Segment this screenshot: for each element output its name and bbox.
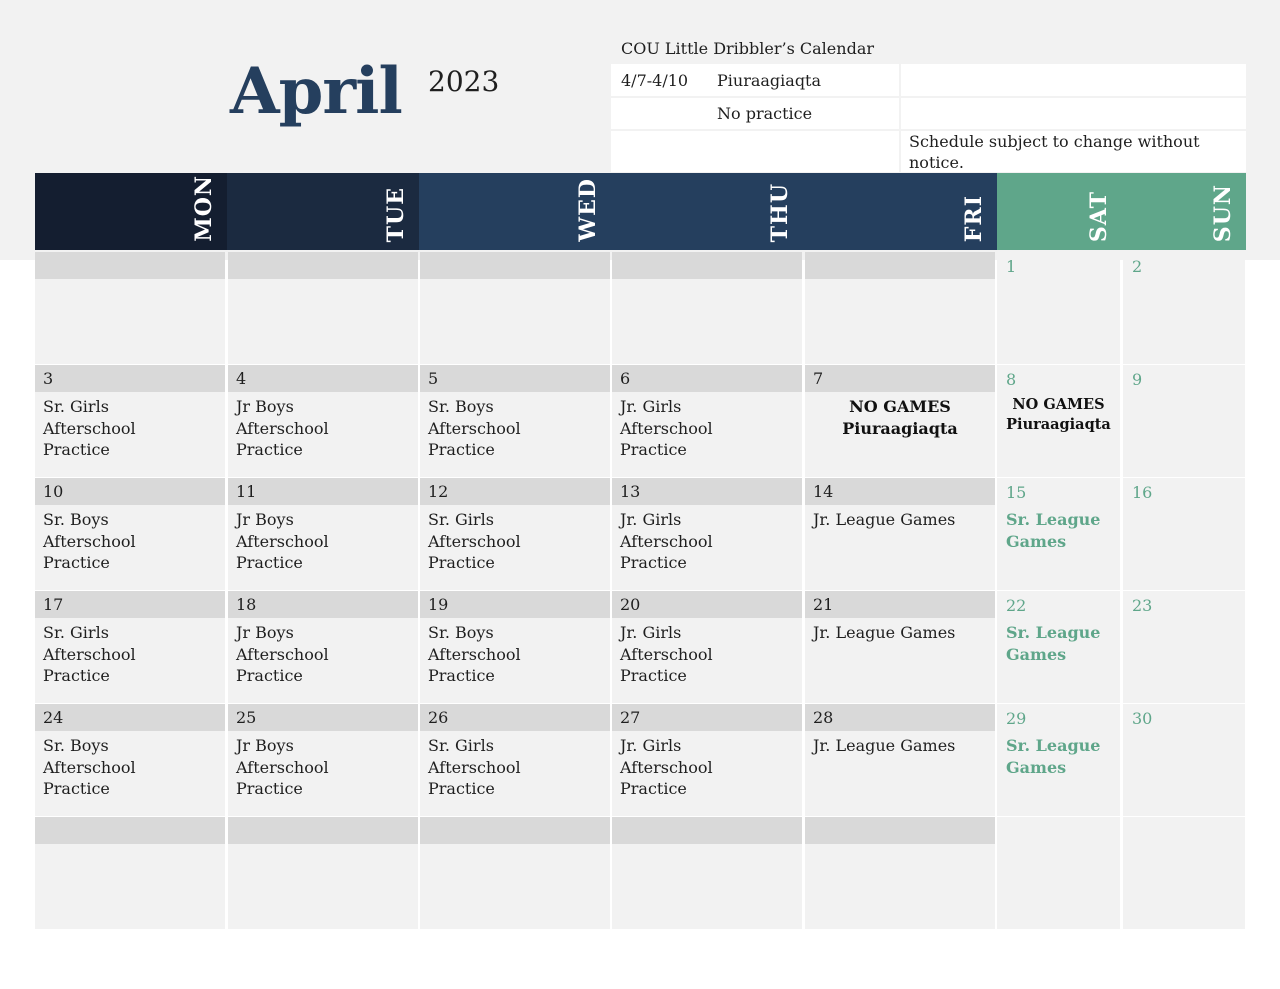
weekend-cell[interactable] (997, 365, 1120, 477)
event-line: Sr. League (1006, 736, 1101, 755)
event-line: Piuraagiaqta (842, 418, 958, 438)
day-number: 6 (620, 369, 631, 388)
day-number: 28 (813, 708, 834, 727)
event-line: Afterschool (428, 644, 521, 664)
day-number: 19 (428, 595, 449, 614)
day-number-bar (420, 478, 610, 505)
schedule-notice: Schedule subject to change without notice. (909, 132, 1200, 172)
weekend-cell[interactable] (1123, 365, 1245, 477)
day-cell[interactable] (228, 365, 418, 477)
weekday-label: WED (575, 178, 601, 242)
day-number: 13 (620, 482, 641, 501)
event-line: Afterschool (236, 418, 329, 438)
day-event (813, 509, 989, 531)
info-cell (901, 98, 1246, 129)
event-line: Practice (236, 779, 303, 798)
week-row (35, 591, 1246, 703)
day-cell[interactable] (805, 365, 995, 477)
day-number-bar (228, 365, 418, 392)
event-line: Sr. Boys (43, 736, 109, 755)
day-number-bar (805, 704, 995, 731)
event-line: Sr. League (1006, 623, 1101, 642)
weekend-cell[interactable] (1123, 704, 1245, 816)
day-number-bar (35, 478, 225, 505)
weekday-header (35, 173, 1246, 250)
day-cell[interactable] (612, 252, 802, 364)
day-number: 3 (43, 369, 54, 388)
day-event (1006, 509, 1116, 552)
event-line: Practice (428, 666, 495, 685)
weekday-thu (611, 173, 803, 250)
day-event (43, 622, 219, 687)
day-cell[interactable] (228, 817, 418, 929)
day-number: 8 (1006, 370, 1017, 389)
day-event (997, 395, 1120, 435)
event-line: Practice (236, 553, 303, 572)
weekday-label: FRI (961, 194, 987, 242)
day-number-bar (612, 365, 802, 392)
event-line: Jr. League Games (813, 510, 956, 529)
day-cell[interactable] (805, 591, 995, 703)
event-line: Practice (620, 666, 687, 685)
event-line: Afterschool (236, 757, 329, 777)
day-cell[interactable] (420, 591, 610, 703)
day-number: 18 (236, 595, 257, 614)
day-event (620, 509, 796, 574)
day-number-bar (35, 591, 225, 618)
event-name: Piuraagiaqta (717, 71, 822, 90)
weekday-sat (997, 173, 1122, 250)
event-line: Practice (428, 779, 495, 798)
weekday-label: TUE (383, 186, 409, 242)
weekend-cell[interactable] (1123, 478, 1245, 590)
info-cell (901, 131, 1246, 172)
calendar-title: COU Little Dribbler’s Calendar (621, 39, 874, 58)
event-line: Afterschool (620, 418, 713, 438)
event-line: Afterschool (428, 531, 521, 551)
day-cell[interactable] (612, 478, 802, 590)
day-number: 7 (813, 369, 824, 388)
event-line: Jr. Girls (620, 397, 682, 416)
day-number: 14 (813, 482, 834, 501)
day-event (236, 735, 412, 800)
day-cell[interactable] (612, 591, 802, 703)
day-cell[interactable] (612, 817, 802, 929)
event-line: Afterschool (43, 531, 136, 551)
event-line: Afterschool (620, 757, 713, 777)
event-line: Games (1006, 531, 1067, 551)
event-line: Practice (43, 779, 110, 798)
day-cell[interactable] (420, 252, 610, 364)
week-row (35, 252, 1246, 364)
day-cell[interactable] (228, 704, 418, 816)
day-cell[interactable] (805, 817, 995, 929)
day-number: 24 (43, 708, 64, 727)
day-number: 5 (428, 369, 439, 388)
event-line: Sr. Girls (428, 510, 494, 529)
day-cell[interactable] (420, 478, 610, 590)
week-row (35, 365, 1246, 477)
event-line: Sr. Boys (428, 397, 494, 416)
day-number: 17 (43, 595, 64, 614)
day-cell[interactable] (420, 704, 610, 816)
day-cell[interactable] (35, 252, 225, 364)
month-title: April (230, 54, 402, 129)
event-line: Sr. Boys (43, 510, 109, 529)
weekend-cell[interactable] (997, 478, 1120, 590)
weekend-cell[interactable] (997, 252, 1120, 364)
day-number: 2 (1132, 257, 1143, 276)
day-number: 29 (1006, 709, 1027, 728)
day-event (43, 509, 219, 574)
week-row (35, 817, 1246, 929)
day-number-bar (35, 252, 225, 279)
day-event (620, 396, 796, 461)
weekday-label: SUN (1210, 183, 1236, 242)
day-number-bar (612, 591, 802, 618)
event-line: Afterschool (620, 644, 713, 664)
event-line: Afterschool (236, 644, 329, 664)
day-number: 27 (620, 708, 641, 727)
day-number: 10 (43, 482, 64, 501)
day-cell[interactable] (35, 817, 225, 929)
weekday-label: MON (191, 175, 217, 242)
day-number-bar (805, 365, 995, 392)
event-line: Afterschool (236, 531, 329, 551)
event-date: 4/7-4/10 (621, 71, 689, 90)
day-event (1006, 735, 1116, 778)
day-number: 25 (236, 708, 257, 727)
event-line: NO GAMES (849, 397, 951, 416)
day-cell[interactable] (228, 478, 418, 590)
day-cell[interactable] (420, 365, 610, 477)
weekday-mon (35, 173, 227, 250)
event-line: Practice (620, 553, 687, 572)
day-number: 16 (1132, 483, 1153, 502)
event-line: Jr. Girls (620, 623, 682, 642)
day-number: 23 (1132, 596, 1153, 615)
event-line: Games (1006, 644, 1067, 664)
day-event (1006, 622, 1116, 665)
day-number-bar (228, 817, 418, 844)
day-number-bar (35, 817, 225, 844)
event-line: Practice (620, 779, 687, 798)
event-line: NO GAMES (1012, 396, 1105, 413)
day-number: 11 (236, 482, 257, 501)
day-number: 9 (1132, 370, 1143, 389)
day-event (236, 622, 412, 687)
day-event (620, 735, 796, 800)
event-line: Practice (236, 666, 303, 685)
day-cell[interactable] (228, 591, 418, 703)
event-line: Sr. Boys (428, 623, 494, 642)
day-number-bar (612, 817, 802, 844)
event-line: Afterschool (620, 531, 713, 551)
event-line: Practice (236, 440, 303, 459)
event-line: Practice (43, 553, 110, 572)
day-event (428, 396, 604, 461)
day-number-bar (612, 478, 802, 505)
event-line: Piuraagiaqta (1006, 416, 1111, 433)
day-number: 15 (1006, 483, 1027, 502)
day-event (236, 509, 412, 574)
day-number: 21 (813, 595, 834, 614)
day-number-bar (35, 704, 225, 731)
day-number: 12 (428, 482, 449, 501)
day-number-bar (420, 365, 610, 392)
event-line: Practice (43, 666, 110, 685)
event-line: Afterschool (43, 757, 136, 777)
day-cell[interactable] (420, 817, 610, 929)
day-number-bar (805, 591, 995, 618)
info-cell (611, 98, 899, 129)
weekend-cell[interactable] (997, 591, 1120, 703)
day-cell[interactable] (35, 591, 225, 703)
day-event (43, 735, 219, 800)
day-event (620, 622, 796, 687)
day-number-bar (228, 478, 418, 505)
event-line: Games (1006, 757, 1067, 777)
weekday-label: THU (767, 182, 793, 242)
weekday-sun (1122, 173, 1246, 250)
day-number-bar (805, 252, 995, 279)
weekday-label: SAT (1086, 190, 1112, 242)
day-number: 30 (1132, 709, 1153, 728)
day-cell[interactable] (35, 365, 225, 477)
day-event (805, 396, 995, 439)
weekday-fri (803, 173, 997, 250)
day-number-bar (228, 252, 418, 279)
day-number: 22 (1006, 596, 1027, 615)
day-number-bar (805, 478, 995, 505)
info-cell (611, 64, 899, 96)
day-cell[interactable] (35, 478, 225, 590)
day-event (428, 509, 604, 574)
weekday-tue (227, 173, 419, 250)
info-cell (901, 64, 1246, 96)
event-line: Jr. Girls (620, 736, 682, 755)
day-number-bar (35, 365, 225, 392)
event-line: Afterschool (43, 418, 136, 438)
day-event (43, 396, 219, 461)
event-line: Jr Boys (236, 397, 294, 416)
event-line: Jr Boys (236, 510, 294, 529)
event-note: No practice (717, 104, 813, 123)
event-line: Practice (428, 440, 495, 459)
event-line: Practice (620, 440, 687, 459)
week-row (35, 478, 1246, 590)
event-line: Afterschool (428, 757, 521, 777)
day-number: 20 (620, 595, 641, 614)
day-number-bar (420, 252, 610, 279)
event-line: Afterschool (43, 644, 136, 664)
event-line: Sr. League (1006, 510, 1101, 529)
day-cell[interactable] (805, 704, 995, 816)
day-number: 1 (1006, 257, 1017, 276)
day-event (428, 735, 604, 800)
event-line: Practice (428, 553, 495, 572)
event-line: Sr. Girls (43, 397, 109, 416)
day-event (236, 396, 412, 461)
day-number-bar (805, 817, 995, 844)
day-cell[interactable] (612, 365, 802, 477)
weekend-cell[interactable] (997, 817, 1120, 929)
weekend-cell[interactable] (1123, 591, 1245, 703)
day-event (428, 622, 604, 687)
event-line: Jr. League Games (813, 736, 956, 755)
day-cell[interactable] (805, 252, 995, 364)
weekend-cell[interactable] (997, 704, 1120, 816)
day-number-bar (228, 704, 418, 731)
day-event (813, 622, 989, 644)
weekend-cell[interactable] (1123, 817, 1245, 929)
week-row (35, 704, 1246, 816)
event-line: Sr. Girls (428, 736, 494, 755)
event-line: Jr. Girls (620, 510, 682, 529)
day-number-bar (612, 252, 802, 279)
day-number-bar (228, 591, 418, 618)
day-number-bar (420, 704, 610, 731)
day-number: 26 (428, 708, 449, 727)
day-cell[interactable] (805, 478, 995, 590)
info-cell (611, 131, 899, 172)
event-line: Jr Boys (236, 623, 294, 642)
weekend-cell[interactable] (1123, 252, 1245, 364)
day-cell[interactable] (35, 704, 225, 816)
day-number-bar (612, 704, 802, 731)
day-event (813, 735, 989, 757)
day-cell[interactable] (612, 704, 802, 816)
event-line: Sr. Girls (43, 623, 109, 642)
event-line: Afterschool (428, 418, 521, 438)
year-label: 2023 (428, 65, 500, 98)
weekday-wed (419, 173, 611, 250)
event-line: Jr. League Games (813, 623, 956, 642)
day-number-bar (420, 591, 610, 618)
day-number: 4 (236, 369, 247, 388)
day-cell[interactable] (228, 252, 418, 364)
day-number-bar (420, 817, 610, 844)
info-table (611, 64, 1246, 172)
event-line: Practice (43, 440, 110, 459)
event-line: Jr Boys (236, 736, 294, 755)
